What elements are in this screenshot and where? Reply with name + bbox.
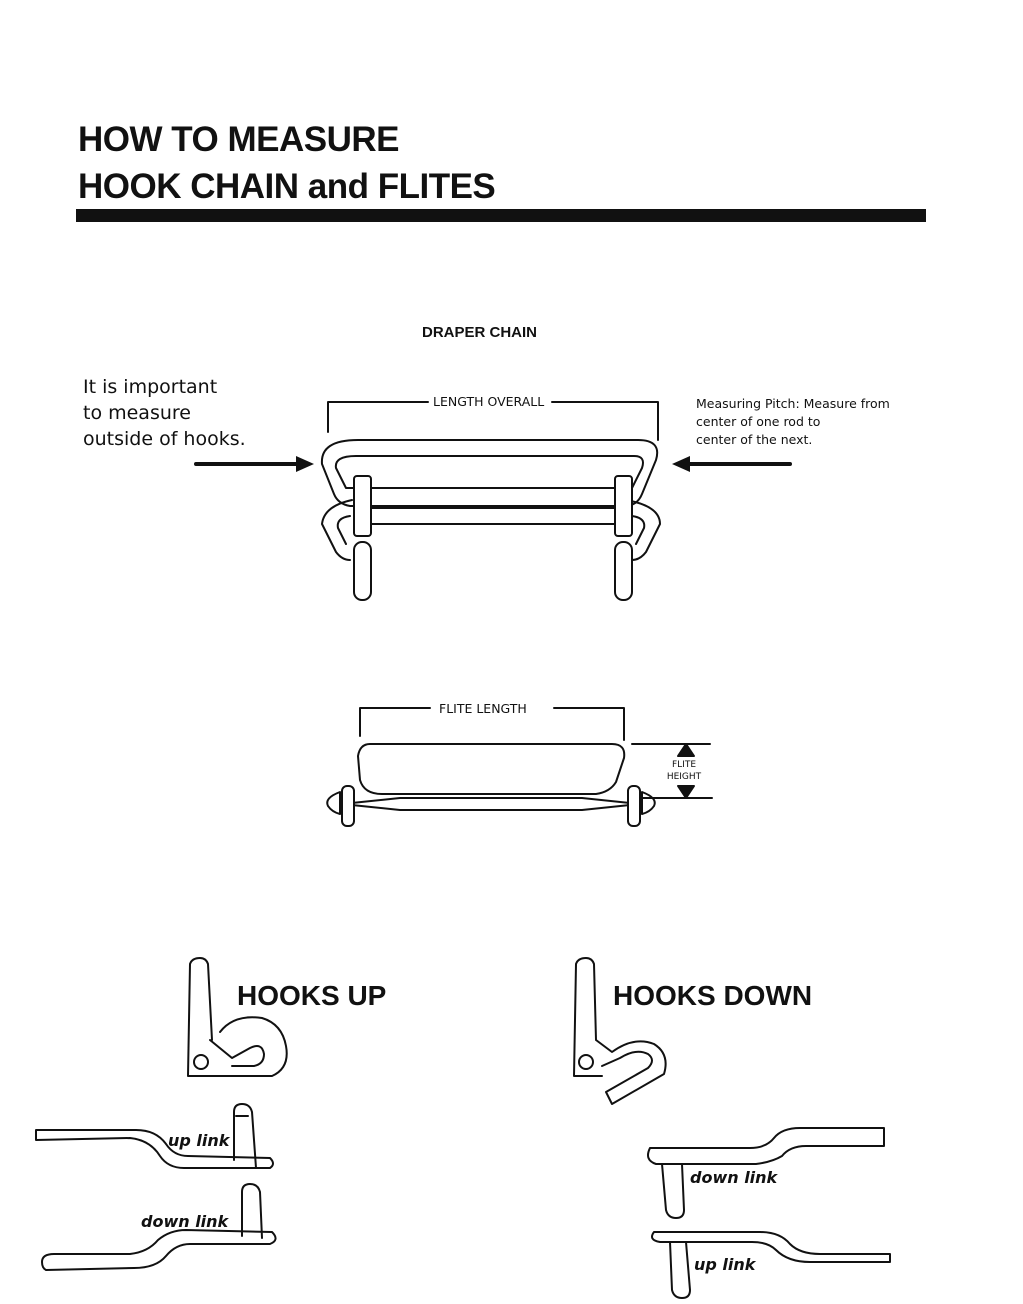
right-lower-lug xyxy=(615,542,632,600)
flite-rod xyxy=(342,798,640,810)
down-link-hook xyxy=(242,1184,262,1238)
hooks-up-up-link-label: up link xyxy=(168,1131,230,1150)
flite-rod-right-end xyxy=(642,792,655,814)
upper-hook-inner xyxy=(336,456,643,488)
up-link-bar xyxy=(36,1130,273,1168)
down-link-bar xyxy=(42,1230,276,1270)
flite-drawing xyxy=(327,708,712,826)
flite-left-washer xyxy=(342,786,354,826)
right-upper-lug xyxy=(615,476,632,536)
hooks-down-up-link-label: up link xyxy=(694,1255,756,1274)
hooks-up-hook xyxy=(188,958,287,1076)
hooks-up-heading: HOOKS UP xyxy=(237,980,387,1011)
left-upper-lug xyxy=(354,476,371,536)
flite-length-label: FLITE LENGTH xyxy=(435,701,531,716)
hooks-down-down-link-bar xyxy=(648,1128,884,1164)
hooks-up-down-link-label: down link xyxy=(141,1212,229,1231)
flite-body xyxy=(358,744,624,794)
flite-height-arrow-bottom xyxy=(678,786,694,798)
outside-hooks-note: It is important to measure outside of hooks. xyxy=(83,376,246,450)
left-arrow-head xyxy=(296,456,314,472)
hooks-down-heading: HOOKS DOWN xyxy=(613,980,813,1011)
flite-height-arrow-top xyxy=(678,744,694,756)
measuring-pitch-note: Measuring Pitch: Measure from center of one rod to center of the next. xyxy=(696,396,890,447)
flite-right-washer xyxy=(628,786,640,826)
page-title-line-1: HOW TO MEASURE xyxy=(78,120,399,159)
lower-hook-inner xyxy=(338,516,645,544)
left-lower-lug xyxy=(354,542,371,600)
hooks-up-hook-pin xyxy=(194,1055,208,1069)
hooks-down-down-link-label: down link xyxy=(690,1168,778,1187)
draper-rod xyxy=(370,508,614,524)
hooks-down-down-link-hook xyxy=(662,1164,684,1218)
right-arrow-head xyxy=(672,456,690,472)
hooks-down-hook-pin xyxy=(579,1055,593,1069)
flite-height-label: FLITE HEIGHT xyxy=(666,760,702,782)
page-title-line-2: HOOK CHAIN and FLITES xyxy=(78,167,496,206)
flite-rod-left-end xyxy=(327,792,340,814)
draper-chain-caption: DRAPER CHAIN xyxy=(422,324,538,341)
length-overall-label: LENGTH OVERALL xyxy=(429,394,548,409)
hooks-down-up-link-hook xyxy=(670,1242,690,1298)
upper-hook-outline xyxy=(322,440,657,506)
